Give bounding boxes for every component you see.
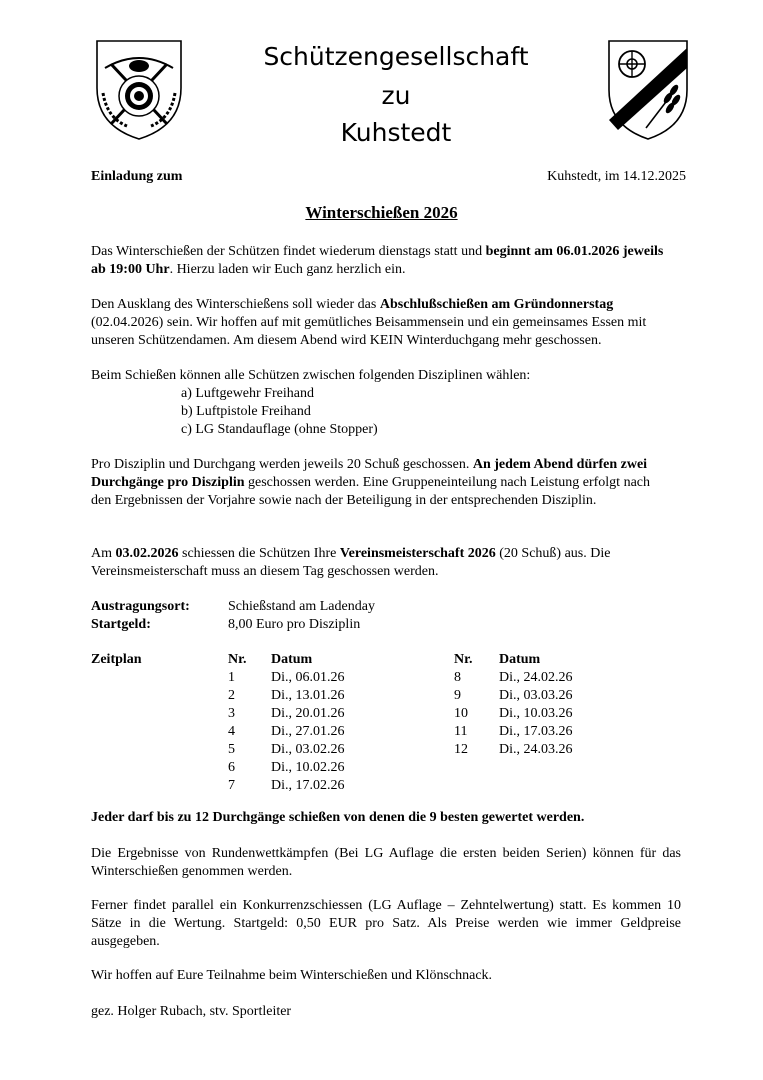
- signature: gez. Holger Rubach, stv. Sportleiter: [91, 1004, 292, 1019]
- schedule-label: Zeitplan: [91, 652, 142, 667]
- paragraph-competition: Ferner findet parallel ein Konkurrenzschiessen (LG Auflage – Zehntelwertung) statt. Es kommen 10 Sätze in die Wertung. Startgeld: 0,50 EUR pro Satz. Als Preise werden wie immer Geldpreise ausgegeben.: [91, 898, 681, 949]
- discipline-item: a) Luftgewehr Freihand: [181, 386, 314, 401]
- discipline-list: [181, 385, 378, 439]
- disciplines-intro: Beim Schießen können alle Schützen zwischen folgenden Disziplinen wählen:: [91, 368, 531, 383]
- table-row: 6 Di., 10.02.26: [228, 760, 345, 775]
- schedule-table-right: [454, 651, 573, 759]
- paragraph-club-championship: Am 03.02.2026 schiessen die Schützen Ihre Vereinsmeisterschaft 2026 (20 Schuß) aus. Die Vereinsmeisterschaft muss an diesem Tag geschossen werden.: [91, 546, 611, 579]
- title-line-2: zu: [381, 81, 411, 110]
- table-row: 9 Di., 03.03.26: [454, 688, 573, 703]
- fee-value: 8,00 Euro pro Disziplin: [228, 617, 361, 632]
- invitation-label: Einladung zum: [91, 169, 183, 184]
- column-header-date: Datum: [499, 652, 541, 667]
- table-row: 12 Di., 24.03.26: [454, 742, 573, 757]
- table-row: 5 Di., 03.02.26: [228, 742, 345, 757]
- discipline-item: c) LG Standauflage (ohne Stopper): [181, 422, 378, 437]
- table-row: 11 Di., 17.03.26: [454, 724, 573, 739]
- paragraph-rounds: Pro Disziplin und Durchgang werden jeweils 20 Schuß geschossen. An jedem Abend dürfen zwei Durchgänge pro Disziplin geschossen werden. Eine Gruppeneinteilung nach Leistung erfolgt nach den Ergebnissen der Vorjahre sowie nach der Beteiligung in der entsprechenden Disziplin.: [91, 457, 650, 508]
- paragraph-closing: Wir hoffen auf Eure Teilnahme beim Winterschießen und Klönschnack.: [91, 968, 493, 983]
- table-row: 7 Di., 17.02.26: [228, 778, 345, 793]
- schedule-table-left: [228, 651, 345, 795]
- table-row: 2 Di., 13.01.26: [228, 688, 345, 703]
- table-row: 8 Di., 24.02.26: [454, 670, 573, 685]
- column-header-nr: Nr.: [454, 652, 473, 667]
- table-row: 10 Di., 10.03.26: [454, 706, 573, 721]
- paragraph-closing-event: Den Ausklang des Winterschießens soll wieder das Abschlußschießen am Gründonnerstag (02.04.2026) sein. Wir hoffen auf mit gemütliches Beisammensein und ein gemeinsames Essen mit unseren Schützendamen. Am diesem Abend wird KEIN Winterduchgang mehr geschossen.: [91, 297, 647, 348]
- table-row: 1 Di., 06.01.26: [228, 670, 345, 685]
- place-date: Kuhstedt, im 14.12.2025: [547, 169, 686, 184]
- venue-label: Austragungsort:: [91, 599, 190, 614]
- paragraph-league-results: Die Ergebnisse von Rundenwettkämpfen (Bei LG Auflage die ersten beiden Serien) können für das Winterschießen genommen werden.: [91, 846, 681, 879]
- table-row: 4 Di., 27.01.26: [228, 724, 345, 739]
- column-header-nr: Nr.: [228, 652, 247, 667]
- table-row: 3 Di., 20.01.26: [228, 706, 345, 721]
- municipal-coat-of-arms-icon: [606, 38, 690, 142]
- discipline-item: b) Luftpistole Freihand: [181, 404, 311, 419]
- title-line-3: Kuhstedt: [340, 118, 452, 147]
- shooting-club-crest-icon: [93, 38, 185, 142]
- title-line-1: Schützengesellschaft: [263, 42, 529, 71]
- paragraph-start: Das Winterschießen der Schützen findet wiederum dienstags statt und beginnt am 06.01.2026 jeweils ab 19:00 Uhr. Hierzu laden wir Euch ganz herzlich ein.: [91, 244, 664, 277]
- main-title: Winterschießen 2026: [305, 203, 458, 222]
- venue-value: Schießstand am Ladenday: [228, 599, 375, 614]
- scoring-rule: Jeder darf bis zu 12 Durchgänge schießen von denen die 9 besten gewertet werden.: [91, 810, 585, 825]
- fee-label: Startgeld:: [91, 617, 151, 632]
- column-header-date: Datum: [271, 652, 313, 667]
